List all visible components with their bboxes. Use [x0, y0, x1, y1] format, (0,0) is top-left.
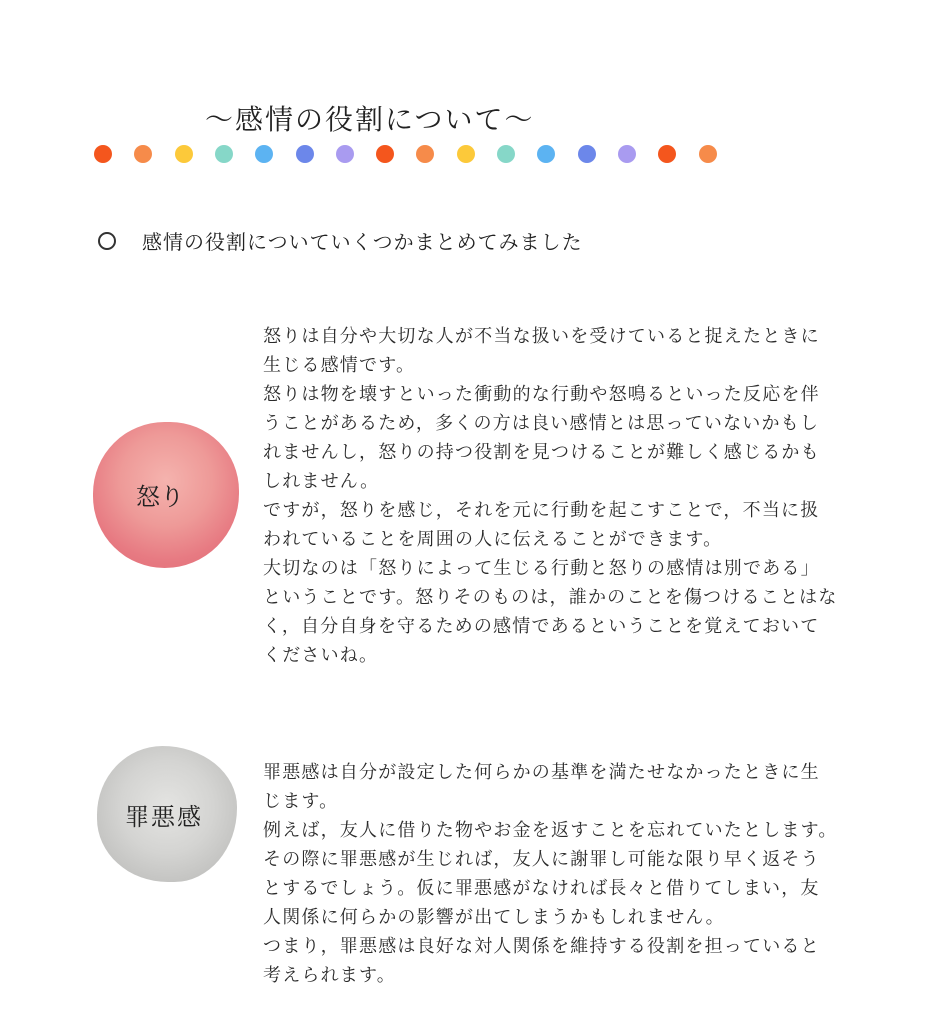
guilt-paragraph: 例えば，友人に借りた物やお金を返すことを忘れていたとします。その際に罪悪感が生じれば，友人に謝罪し可能な限り早く返そうとするでしょう。仮に罪悪感がなければ長々と借りてしまい，友人関係に何らかの影響が出てしまうかもしれません。	[263, 820, 838, 928]
intro-line	[98, 226, 583, 255]
decorative-dot	[618, 145, 636, 163]
decorative-dot	[134, 145, 152, 163]
decorative-dot	[336, 145, 354, 163]
anger-description	[263, 322, 838, 670]
decorative-dot	[658, 145, 676, 163]
anger-paragraph: ですが，怒りを感じ，それを元に行動を起こすことで，不当に扱われていることを周囲の人に伝えることができます。	[263, 500, 820, 550]
decorative-dot-row	[94, 145, 734, 165]
decorative-dot	[416, 145, 434, 163]
guilt-description	[263, 758, 838, 990]
anger-paragraph: 怒りは物を壊すといった衝動的な行動や怒鳴るといった反応を伴うことがあるため，多くの方は良い感情とは思っていないかもしれませんし，怒りの持つ役割を見つけることが難しく感じるかもしれません。	[263, 384, 820, 492]
decorative-dot	[94, 145, 112, 163]
decorative-dot	[578, 145, 596, 163]
page-title: ～感情の役割について～	[205, 103, 535, 136]
guilt-label: 罪悪感	[125, 803, 203, 831]
intro-text: 感情の役割についていくつかまとめてみました	[142, 230, 583, 254]
decorative-dot	[215, 145, 233, 163]
decorative-dot	[457, 145, 475, 163]
decorative-dot	[376, 145, 394, 163]
decorative-dot	[497, 145, 515, 163]
decorative-dot	[537, 145, 555, 163]
guilt-paragraph: つまり，罪悪感は良好な対人関係を維持する役割を担っていると考えられます。	[263, 936, 820, 986]
decorative-dot	[255, 145, 273, 163]
decorative-dot	[296, 145, 314, 163]
circle-bullet-icon	[98, 232, 116, 250]
anger-paragraph: 怒りは自分や大切な人が不当な扱いを受けていると捉えたときに生じる感情です。	[263, 326, 820, 376]
decorative-dot	[699, 145, 717, 163]
anger-paragraph: 大切なのは「怒りによって生じる行動と怒りの感情は別である」ということです。怒りそのものは，誰かのことを傷つけることはなく，自分自身を守るための感情であるということを覚えておいてくださいね。	[263, 558, 838, 666]
anger-label: 怒り	[136, 483, 184, 511]
decorative-dot	[175, 145, 193, 163]
guilt-paragraph: 罪悪感は自分が設定した何らかの基準を満たせなかったときに生じます。	[263, 762, 820, 812]
